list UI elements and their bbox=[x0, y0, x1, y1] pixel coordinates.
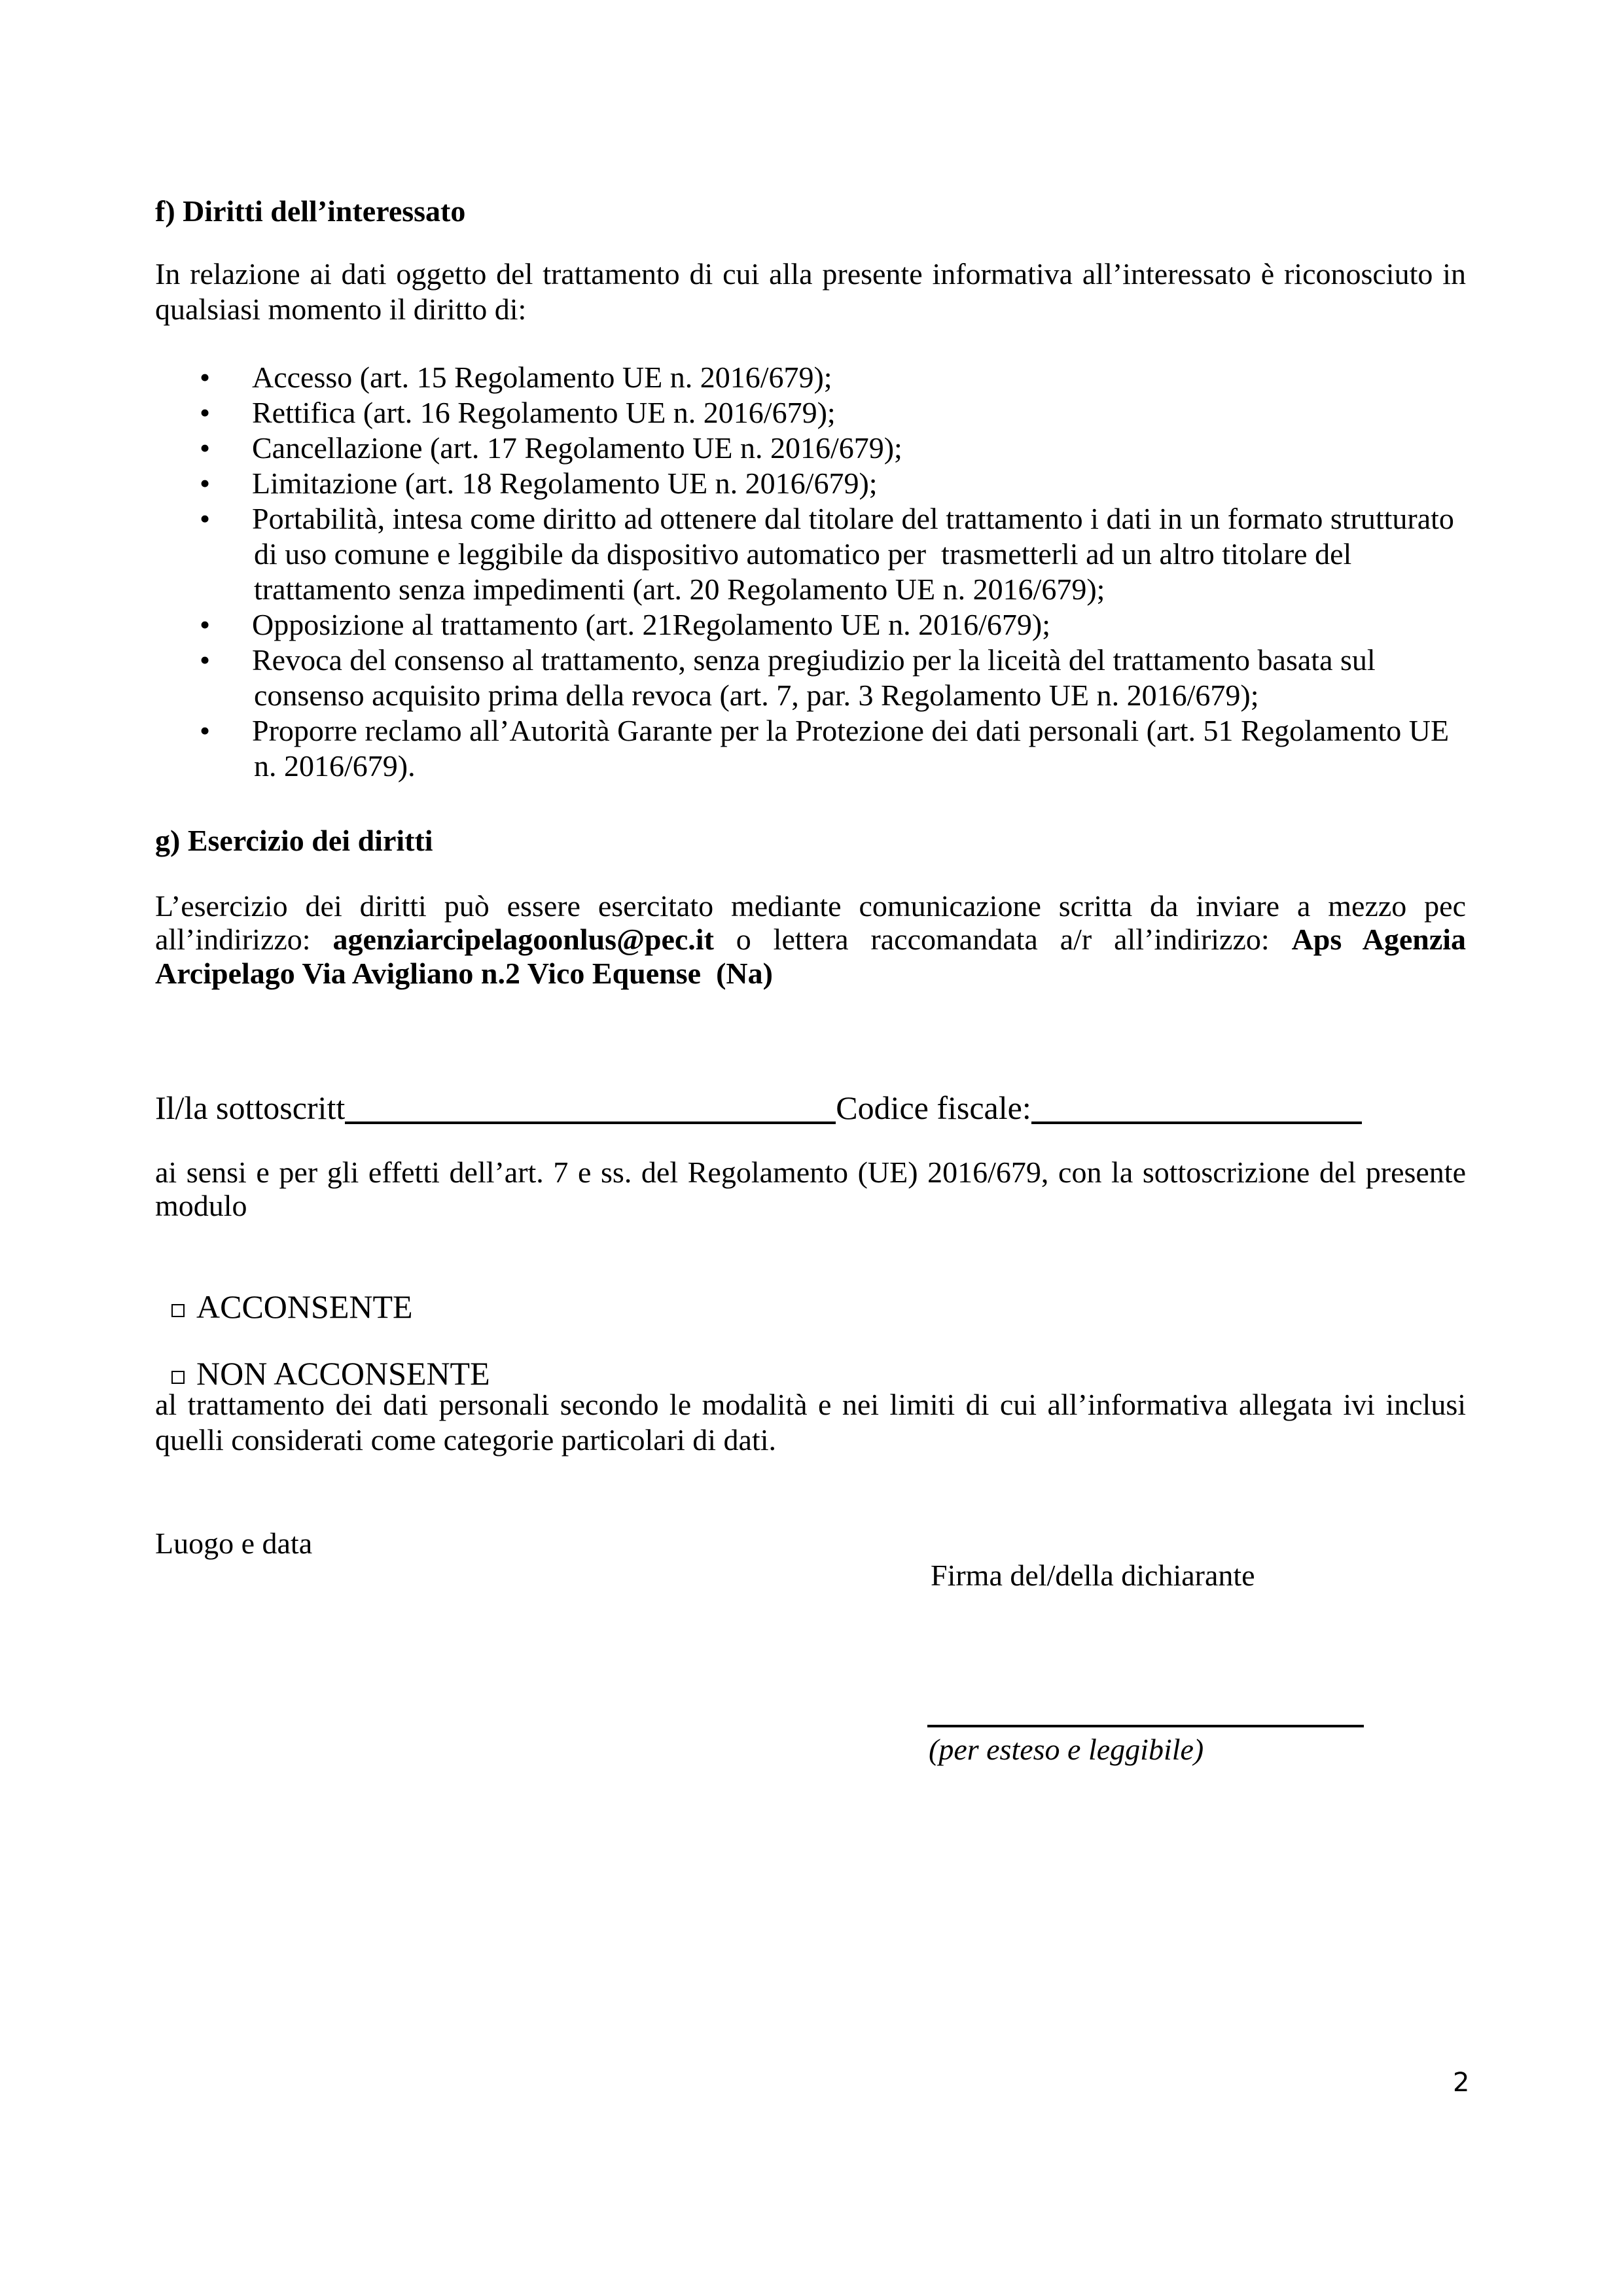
rights-list-item: Rettifica (art. 16 Regolamento UE n. 2016/679); bbox=[252, 396, 836, 429]
checkbox-decline[interactable] bbox=[171, 1371, 185, 1384]
section-f-heading: f) Diritti dell’interessato bbox=[155, 194, 466, 228]
rights-list-item: Proporre reclamo all’Autorità Garante per la Protezione dei dati personali (art. 51 Regolamento UE bbox=[252, 714, 1450, 747]
letter-text: o lettera raccomandata a/r all’indirizzo: bbox=[736, 923, 1270, 956]
section-f-intro-line: qualsiasi momento il diritto di: bbox=[155, 292, 527, 326]
consent-option-label: NON ACCONSENTE bbox=[196, 1355, 490, 1392]
rights-list-item: Limitazione (art. 18 Regolamento UE n. 2016/679); bbox=[252, 467, 878, 500]
postal-address-part1: Aps Agenzia bbox=[1291, 923, 1467, 956]
tax-code-field[interactable] bbox=[1031, 1122, 1362, 1124]
subscriber-row bbox=[155, 1091, 1362, 1124]
consent-text-line: al trattamento dei dati personali secondo le modalità e nei limiti di cui all’informativa allegata ivi inclusi bbox=[155, 1388, 1466, 1421]
consent-option-label: ACCONSENTE bbox=[196, 1288, 413, 1325]
rights-list-item: Opposizione al trattamento (art. 21Regolamento UE n. 2016/679); bbox=[252, 608, 1050, 641]
bullet-icon: • bbox=[200, 502, 211, 535]
pec-email-link[interactable]: agenziarcipelagoonlus@pec.it bbox=[332, 923, 714, 956]
rights-list-item: Revoca del consenso al trattamento, senza pregiudizio per la liceità del trattamento basata sul bbox=[252, 643, 1376, 677]
bullet-icon: • bbox=[200, 361, 211, 394]
consent-option-accept[interactable] bbox=[155, 1258, 413, 1323]
place-date-label: Luogo e data bbox=[155, 1527, 313, 1560]
rights-list-item: Portabilità, intesa come diritto ad ottenere dal titolare del trattamento i dati in un formato strutturato bbox=[252, 502, 1454, 535]
section-g-text-line: L’esercizio dei diritti può essere esercitato mediante comunicazione scritta da inviare a mezzo pec bbox=[155, 889, 1466, 923]
consent-text-line: quelli considerati come categorie particolari di dati. bbox=[155, 1423, 776, 1457]
page-number: 2 bbox=[1453, 2068, 1470, 2098]
bullet-icon: • bbox=[200, 396, 211, 429]
rights-list-item: trattamento senza impedimenti (art. 20 Regolamento UE n. 2016/679); bbox=[254, 573, 1105, 606]
section-f-intro-line: In relazione ai dati oggetto del trattamento di cui alla presente informativa all’interessato è riconosciuto in bbox=[155, 257, 1466, 291]
rights-list-item: Cancellazione (art. 17 Regolamento UE n. 2016/679); bbox=[252, 431, 902, 465]
rights-list-item: consenso acquisito prima della revoca (art. 7, par. 3 Regolamento UE n. 2016/679); bbox=[254, 679, 1259, 712]
bullet-icon: • bbox=[200, 608, 211, 641]
subscriber-name-field[interactable] bbox=[345, 1122, 836, 1124]
consent-option-decline[interactable] bbox=[155, 1324, 490, 1390]
bullet-icon: • bbox=[200, 643, 211, 677]
bullet-icon: • bbox=[200, 467, 211, 500]
section-g-heading: g) Esercizio dei diritti bbox=[155, 824, 433, 857]
signature-label: Firma del/della dichiarante bbox=[931, 1559, 1255, 1592]
postal-address-part2: Arcipelago Via Avigliano n.2 Vico Equense (Na) bbox=[155, 957, 773, 990]
address-label: all’indirizzo: bbox=[155, 923, 311, 956]
rights-list-item: Accesso (art. 15 Regolamento UE n. 2016/679); bbox=[252, 361, 832, 394]
signature-hint: (per esteso e leggibile) bbox=[929, 1733, 1204, 1766]
legal-basis-line: modulo bbox=[155, 1189, 247, 1222]
legal-basis-line: ai sensi e per gli effetti dell’art. 7 e ss. del Regolamento (UE) 2016/679, con la sottoscrizione del presente bbox=[155, 1156, 1466, 1189]
subscriber-label: Il/la sottoscritt bbox=[155, 1089, 346, 1126]
bullet-icon: • bbox=[200, 714, 211, 747]
signature-line-field[interactable] bbox=[927, 1725, 1364, 1727]
section-g-text-line bbox=[155, 925, 1466, 955]
rights-list-item: n. 2016/679). bbox=[254, 749, 416, 783]
rights-list-item: di uso comune e leggibile da dispositivo automatico per trasmetterli ad un altro titolare del bbox=[254, 537, 1352, 571]
tax-code-label: Codice fiscale: bbox=[836, 1089, 1031, 1126]
bullet-icon: • bbox=[200, 431, 211, 465]
checkbox-accept[interactable] bbox=[171, 1304, 185, 1317]
